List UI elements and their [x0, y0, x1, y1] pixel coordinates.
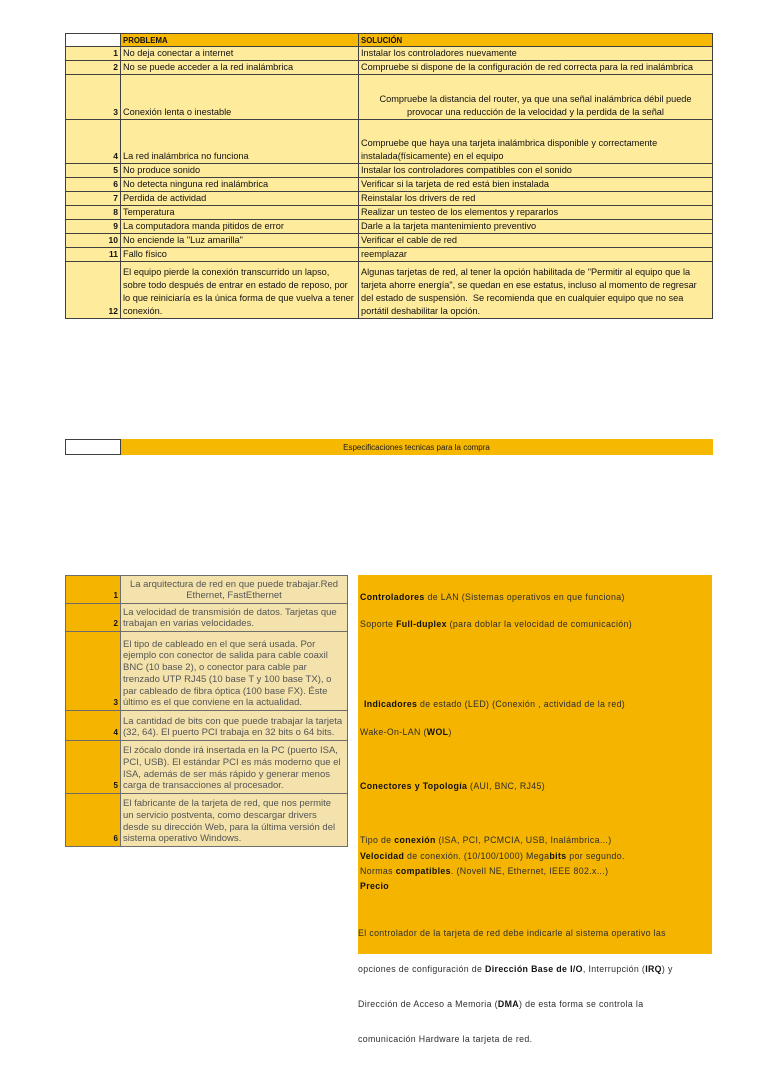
problem-row: [66, 47, 713, 61]
spec-description-cell: [121, 632, 348, 711]
spec-text: (AUI, BNC, RJ45): [467, 781, 546, 791]
paragraph-line: [358, 964, 673, 976]
spec-row: [66, 604, 348, 632]
solution-cell: [359, 192, 713, 206]
paragraph-text: ) de esta forma se controla la: [519, 998, 644, 1009]
row-number: 12: [108, 306, 118, 316]
solution-text-line: Compruebe si dispone de la configuración de red correcta para la red inalámbrica: [361, 62, 693, 72]
spec-number-cell: [66, 711, 121, 741]
spec-description-line: trabajan en varias velocidades.: [123, 618, 254, 630]
solution-text-line: Compruebe que haya una tarjeta inalámbrica disponible y correctamente: [361, 138, 658, 148]
specs-table: [65, 575, 348, 847]
solution-cell: [359, 47, 713, 61]
spec-row: [66, 711, 348, 741]
problem-row: [66, 220, 713, 234]
row-number: 7: [113, 193, 118, 203]
spec-keyword: Velocidad: [360, 851, 405, 861]
spec-number-cell: [66, 576, 121, 604]
spec-number: 2: [113, 619, 118, 628]
spec-row: [66, 741, 348, 794]
spec-row: [66, 576, 348, 604]
solution-text-line: tarjeta ahorre energía", se quedan en ese estatus, incluso al momento de regresar: [361, 280, 697, 290]
spec-description-line: trenzado UTP RJ45 (10 base T y 100 base TX), o: [123, 673, 332, 685]
spec-keyword: bits: [549, 851, 567, 861]
spec-keyword: Precio: [360, 881, 389, 891]
solution-text-line: Instalar los controladores compatibles con el sonido: [361, 165, 572, 175]
spec-number-cell: [66, 741, 121, 794]
row-number: 2: [113, 62, 118, 72]
row-number-cell: [66, 262, 121, 319]
spec-description-line: último es el que conviene en la actualidad.: [123, 697, 303, 709]
row-number-cell: [66, 192, 121, 206]
spec-item-speed: [360, 850, 625, 862]
row-number: 11: [109, 249, 118, 259]
spec-description-cell: [121, 576, 348, 604]
spec-description-line: La arquitectura de red en que puede trabajar.Red: [129, 578, 339, 590]
problem-row: [66, 206, 713, 220]
row-number: 10: [108, 235, 118, 245]
spec-description-line: PCI, USB). El estándar PCI es más moderno que el: [123, 756, 341, 768]
solution-text-line: Verificar si la tarjeta de red está bien instalada: [361, 179, 549, 189]
spec-row: [66, 794, 348, 847]
problem-cell: [121, 234, 359, 248]
row-number-cell: [66, 178, 121, 192]
spec-description-line: par cableado de fibra óptica (100 base FX). Éste: [123, 685, 328, 697]
spec-keyword: Full-duplex: [396, 619, 447, 629]
problem-cell: [121, 47, 359, 61]
solution-cell: [359, 120, 713, 164]
header-row: [66, 34, 713, 47]
problem-row: [66, 164, 713, 178]
problem-text-line: conexión.: [123, 306, 163, 316]
spec-description-line: Ethernet, FastEthernet: [186, 590, 282, 602]
solution-cell: [359, 206, 713, 220]
paragraph-line: [358, 1034, 673, 1046]
spec-item-price: [360, 880, 389, 892]
problem-text-line: La red inalámbrica no funciona: [123, 151, 249, 161]
problem-text-line: No enciende la "Luz amarilla": [123, 235, 243, 245]
row-number: 4: [113, 151, 118, 161]
spec-text: por segundo.: [566, 851, 625, 861]
paragraph-text: ) y: [661, 963, 673, 974]
problem-text-line: Temperatura: [123, 207, 175, 217]
spec-item-connection-type: [360, 834, 612, 846]
spec-number: 6: [113, 834, 118, 843]
problem-text-line: sobre todo después de entrar en estado de reposo, por: [123, 280, 348, 290]
problem-cell: [121, 220, 359, 234]
spec-item-wake-on-lan: [360, 726, 452, 738]
problem-text-line: Fallo físico: [123, 249, 167, 259]
problem-row: [66, 192, 713, 206]
spec-description-line: La velocidad de transmisión de datos. Tarjetas que: [123, 606, 337, 618]
spec-text: ): [448, 727, 452, 737]
header-solution-cell: [359, 34, 713, 47]
spec-text: de conexión. (10/100/1000) Mega: [404, 851, 550, 861]
solution-text-line: Algunas tarjetas de red, al tener la opción habilitada de "Permitir al equipo que la: [361, 267, 691, 277]
section-title-bar: [65, 439, 713, 455]
problem-row: [66, 61, 713, 75]
row-number-cell: [66, 234, 121, 248]
problem-cell: [121, 61, 359, 75]
problem-cell: [121, 75, 359, 120]
spec-text: Tipo de: [360, 835, 395, 845]
spec-description-line: (32, 64). El puerto PCI trabaja en 32 bits o 64 bits.: [123, 727, 335, 739]
problem-row: [66, 234, 713, 248]
solution-cell: [359, 220, 713, 234]
spec-description-line: ISA, además de ser más rápido y generar menos: [123, 768, 330, 780]
problem-cell: [121, 192, 359, 206]
problem-cell: [121, 262, 359, 319]
solution-text-line: del estado de suspensión. Se recomienda que en cualquier equipo que no sea: [361, 293, 684, 303]
section-blank-cell: [66, 440, 121, 455]
problem-text-line: Conexión lenta o inestable: [123, 107, 232, 117]
problem-text-line: No deja conectar a internet: [123, 48, 234, 58]
paragraph-text: opciones de configuración de: [358, 963, 486, 974]
solution-text-line: provocar una reducción de la velocidad y la perdida de la señal: [407, 107, 664, 117]
spec-description-line: BNC (10 base 2), o conector para cable par: [123, 662, 307, 674]
problem-row: [66, 120, 713, 164]
spec-description-cell: [121, 741, 348, 794]
spec-description-line: El tipo de cableado en el que será usada. Por: [123, 638, 316, 650]
spec-item-indicators: [364, 698, 625, 710]
row-number-cell: [66, 164, 121, 178]
spec-keyword: Controladores: [360, 592, 425, 602]
spec-number-cell: [66, 632, 121, 711]
spec-description-line: un servicio postventa, como descargar drivers: [123, 809, 317, 821]
solution-cell: [359, 75, 713, 120]
header-problem-cell: [121, 34, 359, 47]
spec-description-line: El zócalo donde irá insertada en la PC (puerto ISA,: [123, 745, 338, 757]
header-number-cell: [66, 34, 121, 47]
row-number-cell: [66, 75, 121, 120]
spec-text: (ISA, PCI, PCMCIA, USB, Inalámbrica...): [435, 835, 612, 845]
purchase-specs-panel: [358, 575, 712, 1044]
problem-row: [66, 262, 713, 319]
spec-row: [66, 632, 348, 711]
solution-text-line: instalada(físicamente) en el equipo: [361, 151, 504, 161]
problem-row: [66, 75, 713, 120]
spec-number-cell: [66, 794, 121, 847]
spec-description-cell: [121, 711, 348, 741]
spec-description-cell: [121, 604, 348, 632]
spec-text: de estado (LED) (Conexión , actividad de la red): [417, 699, 626, 709]
problem-text-line: El equipo pierde la conexión transcurrido un lapso,: [123, 267, 330, 277]
spec-item-full-duplex: [360, 618, 632, 630]
paragraph-keyword: Dirección Base de I/O: [485, 963, 583, 974]
solution-text-line: Reinstalar los drivers de red: [361, 193, 476, 203]
solution-cell: [359, 248, 713, 262]
solution-text-line: Darle a la tarjeta mantenimiento preventivo: [361, 221, 537, 231]
solution-cell: [359, 61, 713, 75]
problems-table: [65, 33, 713, 319]
spec-keyword: Conectores y Topología: [360, 781, 468, 791]
row-number-cell: [66, 61, 121, 75]
problem-cell: [121, 248, 359, 262]
paragraph-text: , Interrupción (: [582, 963, 646, 974]
row-number: 3: [113, 107, 118, 117]
spec-text: Wake-On-LAN (: [360, 727, 427, 737]
problem-text-line: lo que reiniciaría es la única forma de que vuelva a tener: [123, 293, 354, 303]
solution-text-line: Verificar el cable de red: [361, 235, 458, 245]
problem-text-line: Perdida de actividad: [123, 193, 207, 203]
problem-text-line: No detecta ninguna red inalámbrica: [123, 179, 269, 189]
controller-paragraph: [358, 905, 673, 1069]
problem-text-line: No produce sonido: [123, 165, 201, 175]
spec-description-line: El fabricante de la tarjeta de red, que nos permite: [123, 798, 332, 810]
solution-cell: [359, 178, 713, 192]
spec-keyword: Indicadores: [364, 699, 418, 709]
problem-cell: [121, 120, 359, 164]
section-title: Especificaciones tecnicas para la compra: [343, 442, 490, 452]
spec-number: 5: [113, 781, 118, 790]
spec-description-line: sistema operativo Windows.: [123, 833, 242, 845]
spec-text: Soporte: [360, 619, 397, 629]
paragraph-text: Dirección de Acceso a Memoria (: [358, 998, 498, 1009]
spec-description-line: ejemplo con conector de salida para cable coaxil: [123, 650, 328, 662]
spec-number: 1: [113, 591, 118, 600]
solution-text-line: Instalar los controladores nuevamente: [361, 48, 517, 58]
problem-text-line: No se puede acceder a la red inalámbrica: [123, 62, 294, 72]
spec-keyword: conexión: [394, 835, 436, 845]
spec-description-cell: [121, 794, 348, 847]
solution-text-line: reemplazar: [361, 249, 407, 259]
problem-column-header: PROBLEMA: [123, 35, 168, 45]
problem-row: [66, 178, 713, 192]
problem-cell: [121, 206, 359, 220]
spec-item-controllers: [360, 591, 625, 603]
paragraph-line: [358, 999, 673, 1011]
spec-item-connectors: [360, 780, 545, 792]
row-number: 1: [113, 48, 118, 58]
spec-keyword: compatibles: [395, 866, 451, 876]
spec-item-standards: [360, 865, 608, 877]
spec-text: Normas: [360, 866, 396, 876]
spec-keyword: WOL: [426, 727, 449, 737]
paragraph-keyword: DMA: [497, 998, 520, 1009]
spec-description-line: La cantidad de bits con que puede trabajar la tarjeta: [123, 715, 343, 727]
row-number-cell: [66, 220, 121, 234]
row-number-cell: [66, 206, 121, 220]
row-number: 5: [113, 165, 118, 175]
solution-text-line: Realizar un testeo de los elementos y repararlos: [361, 207, 559, 217]
solution-cell: [359, 262, 713, 319]
problem-cell: [121, 164, 359, 178]
paragraph-text: El controlador de la tarjeta de red debe indicarle al sistema operativo las: [358, 928, 666, 939]
row-number: 6: [113, 179, 118, 189]
row-number-cell: [66, 248, 121, 262]
spec-text: . (Novell NE, Ethernet, IEEE 802.x...): [450, 866, 609, 876]
solution-text-line: portátil deshabilitar la opción.: [361, 306, 480, 316]
spec-number: 3: [113, 698, 118, 707]
spec-text: (para doblar la velocidad de comunicación): [446, 619, 633, 629]
problem-text-line: La computadora manda pitidos de error: [123, 221, 284, 231]
spec-number: 4: [113, 728, 118, 737]
row-number-cell: [66, 47, 121, 61]
solution-text-line: Compruebe la distancia del router, ya que una señal inalámbrica débil puede: [379, 94, 692, 104]
solution-column-header: SOLUCIÓN: [361, 35, 403, 45]
paragraph-keyword: IRQ: [645, 963, 662, 974]
row-number: 8: [113, 207, 118, 217]
problems-table-body: [66, 47, 713, 319]
row-number-cell: [66, 120, 121, 164]
solution-cell: [359, 234, 713, 248]
section-title-row: [66, 440, 713, 455]
paragraph-text: comunicación Hardware la tarjeta de red.: [358, 1033, 533, 1044]
specs-table-body: [66, 576, 348, 847]
spec-number-cell: [66, 604, 121, 632]
problem-row: [66, 248, 713, 262]
paragraph-line: [358, 928, 673, 940]
row-number: 9: [113, 221, 118, 231]
solution-cell: [359, 164, 713, 178]
spec-text: de LAN (Sistemas operativos en que funciona): [424, 592, 625, 602]
spec-description-line: carga de transacciones al procesador.: [123, 780, 284, 792]
spec-description-line: desde su dirección Web, para la última versión del: [123, 821, 336, 833]
section-title-cell: [121, 440, 713, 455]
problem-cell: [121, 178, 359, 192]
